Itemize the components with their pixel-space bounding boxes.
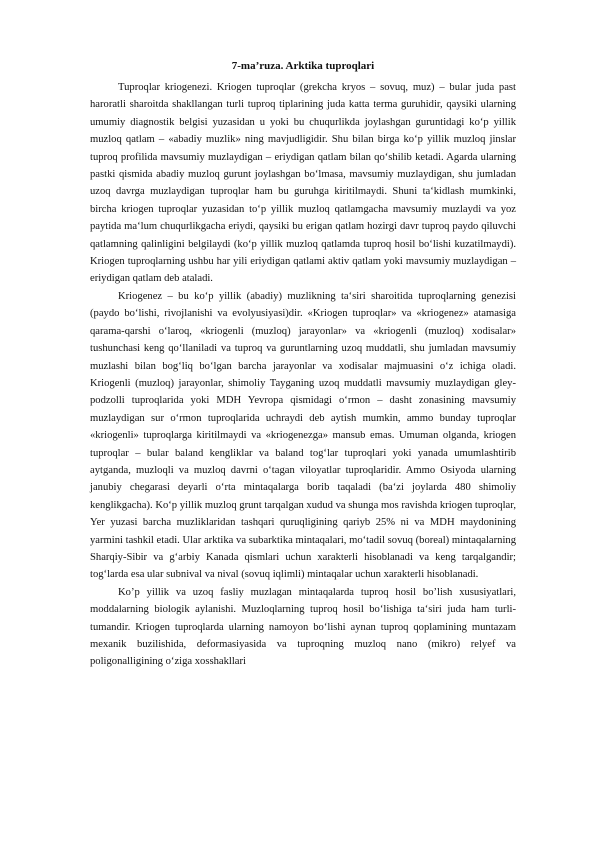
lecture-title: 7-ma’ruza. Arktika tuproqlari	[231, 60, 375, 72]
paragraph-soil-formation-features: Ko’p yillik va uzoq fasliy muzlagan mintaqalarda tuproq hosil bo’lish xususiyatlari, moddalarning biologik aylanishi. Muzloqlarning tuproq hosil bo‘lishiga ta‘siri juda ham turli-tumandir. Kriogen tuproqlarda ularning namoyon bo‘lishi aynan tuproq qoplamining muntazam mexanik buzilishida, deformasiyasida va tuproqning muzloq nano (mikro) relyef va poligonalligining o‘ziga xosshakllari	[90, 586, 516, 668]
document-page	[90, 58, 516, 671]
paragraph-cryogenesis-definition: Kriogenez – bu ko‘p yillik (abadiy) muzlikning ta‘siri sharoitida tuproqlarning genezisi (paydo bo‘lishi, rivojlanishi va evolyusiyasi)dir. «Kriogen tuproqlar» va «kriogenez» atamasiga qarama-qarshi o‘laroq, «kriogenli (muzloq) jarayonlar» va «kriogenli (muzloq) xodisalar» tushunchasi keng qo‘llaniladi va tuproq va guruntlarning uzoq muddatli, shu jumladan mavsumiy muzlashi bilan bog‘liq bo‘lgan barcha jarayonlar va xodisalar majmuasini o‘z ichiga oladi. Kriogenli (muzloq) jarayonlar, shimoliy Tayganing uzoq muddatli mavsumiy muzlaydigan gley-podzolli tuproqlarida yoki MDH Yevropa qismidagi o‘rmon – dasht zonasining mavsumiy muzlaydigan sur o‘rmon tuproqlarida uchraydi deb aytish mumkin, ammo bunday tuproqlar «kriogenli» tuproqlarga kiritilmaydi va «kriogenezga» mansub emas. Umuman olganda, kriogen tuproqlar – bular baland kengliklar va baland tog‘lar tuproqlari yoki yanada umumlashtirib aytganda, muzloqli va muzloq davrni o‘tagan viloyatlar tuproqlaridir. Ammo Osiyoda ularning janubiy chegarasi deyarli o‘rta mintaqalarga borib taqaladi (ba‘zi joylarda 480 shimoliy kenglikgacha). Ko‘p yillik muzloq grunt tarqalgan xudud va shunga mos ravishda kriogen tuproqlar, Yer yuzasi barcha muzliklaridan tashqari quruqligining qariyb 25% ni va MDH maydonining yarmini tashkil etadi. Ular arktika va subarktika mintaqalari, mo‘tadil sovuq (boreal) mintaqalarning Sharqiy-Sibir va g‘arbiy Kanada qismlari uchun xarakterli hisoblanadi va keng tarqalgandir; tog‘larda esa ular subnival va nival (sovuq iqlimli) mintaqalar uchun xarakterli hisoblanadi.	[90, 290, 516, 581]
paragraph-cryogenesis: Tuproqlar kriogenezi. Kriogen tuproqlar (grekcha kryos – sovuq, muz) – bular juda past haroratli sharoitda shakllangan turli tuproq tiplarining juda katta terma guruhidir, qaysiki ularning umumiy diagnostik belgisi yuzasidan u yoki bu chuqurlikda joylashgan guruntidagi ko‘p yillik muzloq qatlam – «abadiy muzlik» ning mavjudligidir. Shu bilan birga ko‘p yillik muzloq jinslar tuproq profilida mavsumiy muzlaydigan – eriydigan qatlam bilan qo‘shilib ketadi. Agarda ularning pastki qismida abadiy muzloq gurunt joylashgan bo‘lmasa, mavsumiy muzlaydigan, shu jumladan uzoq davrga muzlaydigan tuproqlar ham bu guruhga kiritilmaydi. Shuni ta‘kidlash mumkinki, bircha kriogen tuproqlar yuzasidan to‘p yillik muzloq qatlamgacha mavsumiy muzlaydi va yoz paytida ma‘lum chuqurlikgacha eriydi, qaysiki bu erigan qatlam hozirgi davr tuproq paydo qiluvchi qatlamning qalinligini belgilaydi (ko‘p yillik muzloq qatlamda tuproq hosil bo‘lishi kuzatilmaydi). Kriogen tuproqlarning ushbu har yili eriydigan qatlami aktiv qatlam yoki mavsumiy muzlaydigan – eriydigan qatlam deb ataladi.	[90, 82, 516, 285]
